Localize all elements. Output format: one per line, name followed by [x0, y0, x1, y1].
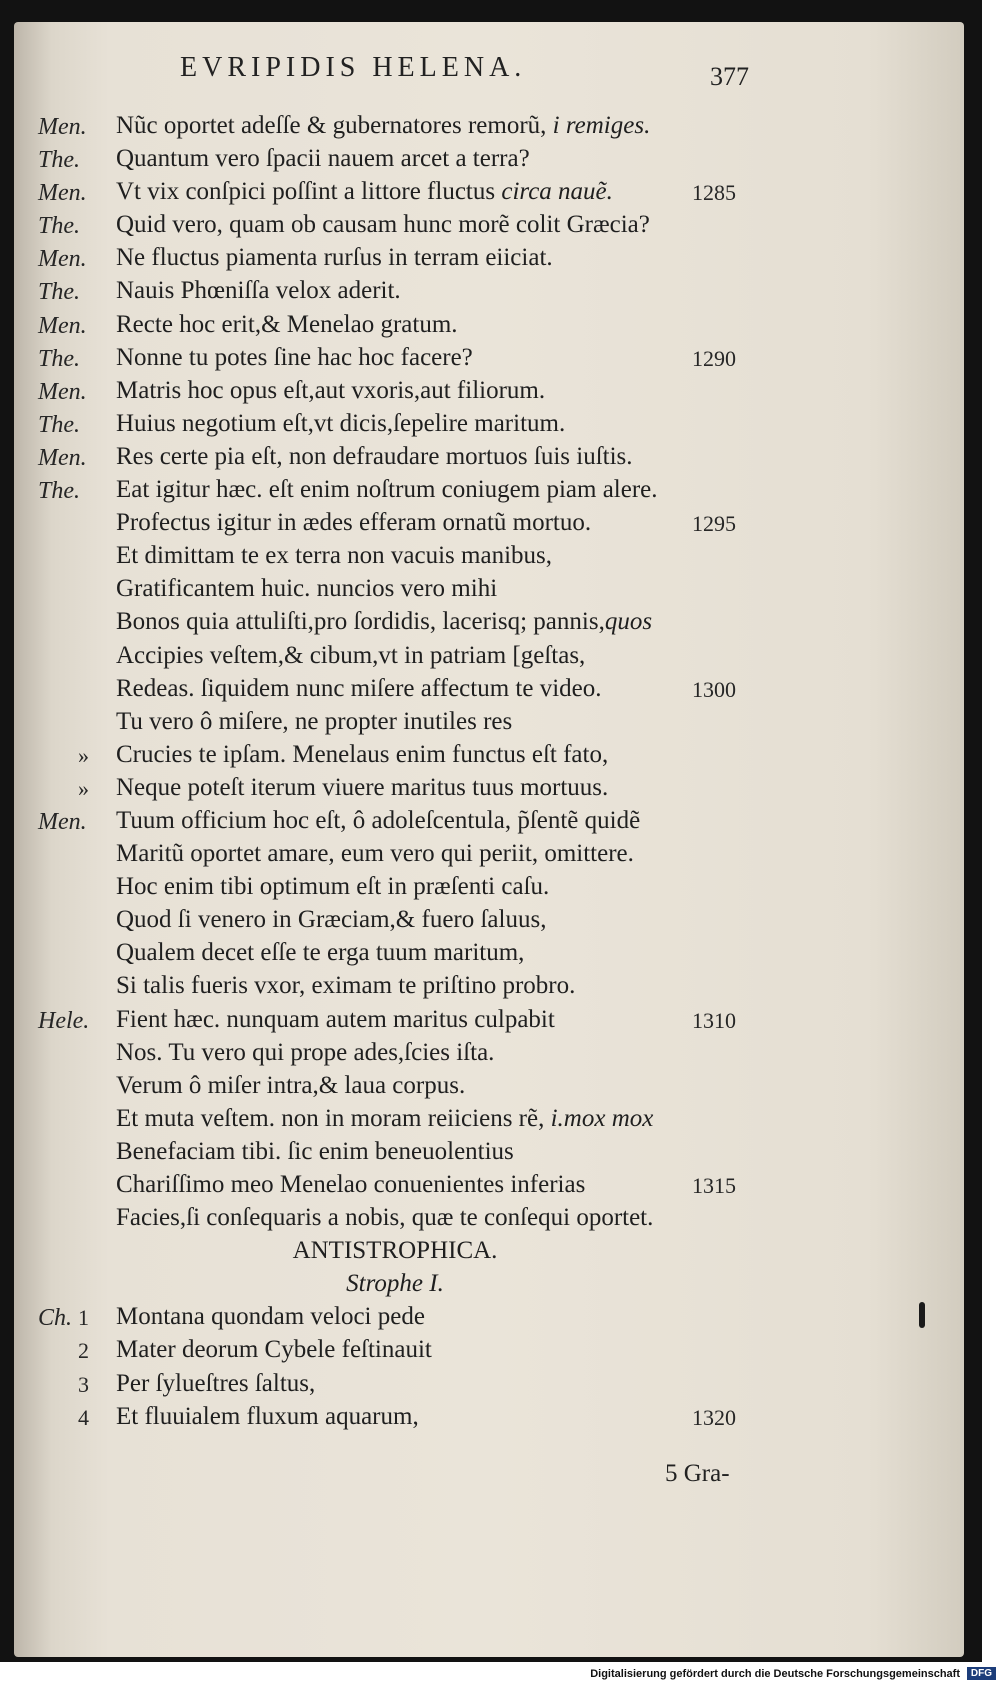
- verse-line: [0, 1136, 790, 1169]
- speaker-label: The.: [38, 411, 80, 438]
- section-heading: [0, 1270, 790, 1298]
- verse-text: [116, 277, 401, 305]
- verse-text: [116, 542, 552, 570]
- verse-text: [116, 410, 565, 438]
- verse-text: [116, 311, 458, 339]
- running-title: EVRIPIDIS HELENA.: [180, 52, 527, 83]
- verse-text: [116, 1138, 514, 1166]
- verse-text-main: Hoc enim tibi optimum eſt in præſenti caſu.: [116, 873, 550, 901]
- verse-text-main: Huius negotium eſt,vt dicis,ſepelire maritum.: [116, 409, 566, 437]
- verse-text-main: Quod ſi venero in Græciam,& fuero ſaluus,: [116, 906, 547, 934]
- verse-line: [0, 342, 790, 375]
- verse-text: [116, 344, 473, 372]
- verse-line: [0, 937, 790, 970]
- speaker-label: The.: [38, 147, 80, 174]
- verse-line: [0, 904, 790, 937]
- verse-line: [0, 507, 790, 540]
- verse-line: [0, 1268, 790, 1301]
- verse-text-main: Facies,ſi conſequaris a nobis, quæ te conſequi oportet.: [116, 1204, 654, 1232]
- verse-text-main: Crucies te ipſam. Menelaus enim functus eſt fato,: [116, 740, 609, 768]
- verse-text: [116, 972, 575, 1000]
- verse-text: [116, 1072, 465, 1100]
- speaker-label: Men.: [38, 312, 87, 339]
- verse-text: [116, 1303, 425, 1331]
- verse-text-main: Profectus igitur in ædes efferam ornatũ mortuo.: [116, 509, 592, 537]
- verse-line: [0, 673, 790, 706]
- verse-line: [0, 309, 790, 342]
- verse-text: [116, 1204, 653, 1232]
- verse-line: [0, 606, 790, 639]
- verse-text: [116, 1403, 419, 1431]
- speaker-label: Ch.: [38, 1305, 73, 1332]
- verse-text: [116, 575, 497, 603]
- verse-line: [0, 1235, 790, 1268]
- line-number: 1315: [692, 1173, 736, 1198]
- line-marker: 4: [78, 1404, 89, 1430]
- line-number: 1290: [692, 345, 736, 371]
- verse-line: [0, 805, 790, 838]
- verse-text: [116, 112, 650, 140]
- verse-text-main: Fient hæc. nunquam autem maritus culpabit: [116, 1005, 555, 1033]
- gloss: circa nauẽ.: [501, 178, 613, 206]
- verse-text-main: Vt vix conſpici poſſint a littore fluctus: [116, 178, 502, 206]
- speaker-label: Men.: [38, 444, 87, 471]
- verse-text-main: Tu vero ô miſere, ne propter inutiles res: [116, 707, 513, 735]
- gloss: i remiges.: [552, 112, 651, 139]
- verse-text-main: Mater deorum Cybele feſtinauit: [116, 1336, 432, 1364]
- verse-text-main: Gratificantem huic. nuncios vero mihi: [116, 575, 498, 603]
- verse-line: [0, 1037, 790, 1070]
- verse-line: [0, 209, 790, 242]
- verse-text: [116, 476, 658, 504]
- speaker-label: The.: [38, 478, 80, 505]
- verse-line: [0, 275, 790, 308]
- verse-text-main: Verum ô miſer intra,& laua corpus.: [116, 1071, 466, 1099]
- speaker-label: Men.: [38, 246, 87, 273]
- verse-line: [0, 871, 790, 904]
- verse-text: [116, 873, 549, 901]
- verse-text: [116, 807, 640, 835]
- verse-text: [116, 774, 608, 802]
- verse-text: [116, 1336, 432, 1364]
- text-block: [0, 110, 790, 1434]
- verse-line: [0, 143, 790, 176]
- verse-text: [116, 443, 633, 471]
- verse-line: [0, 970, 790, 1003]
- verse-line: [0, 1334, 790, 1367]
- verse-text: [116, 145, 530, 173]
- verse-line: [0, 573, 790, 606]
- verse-text-main: Nos. Tu vero qui prope ades,ſcies iſta.: [116, 1038, 495, 1066]
- line-number: 1285: [692, 180, 736, 206]
- verse-text: [116, 1370, 315, 1398]
- speaker-label: Men.: [38, 378, 87, 405]
- line-marker: 3: [78, 1371, 89, 1397]
- verse-text-main: ANTISTROPHICA.: [292, 1237, 498, 1265]
- verse-line: [0, 110, 790, 143]
- verse-text: [116, 1171, 585, 1199]
- verse-line: [0, 1401, 790, 1434]
- verse-text: [116, 642, 585, 670]
- section-heading: [0, 1237, 790, 1265]
- verse-text: [116, 708, 512, 736]
- verse-line: [0, 1202, 790, 1235]
- verse-text-main: Chariſſimo meo Menelao conuenientes inferias: [116, 1171, 586, 1198]
- speaker-label: The.: [38, 279, 80, 306]
- verse-line: [0, 1070, 790, 1103]
- verse-line: [0, 474, 790, 507]
- verse-line: [0, 706, 790, 739]
- verse-text: [116, 608, 652, 636]
- ink-mark: [919, 1302, 925, 1328]
- verse-text-main: Benefaciam tibi. ſic enim beneuolentius: [116, 1137, 514, 1165]
- verse-text: [116, 244, 553, 272]
- verse-text-main: Neque poteſt iterum viuere maritus tuus mortuus.: [116, 773, 609, 801]
- verse-line: [0, 242, 790, 275]
- digitization-credit: Digitalisierung gefördert durch die Deutsche Forschungsgemeinschaft: [590, 1668, 960, 1680]
- verse-line: [0, 408, 790, 441]
- verse-text: [116, 1105, 653, 1133]
- verse-text-main: Et dimittam te ex terra non vacuis manibus,: [116, 542, 552, 570]
- verse-text-main: Recte hoc erit,& Menelao gratum.: [116, 310, 458, 338]
- verse-text-main: Qualem decet eſſe te erga tuum maritum,: [116, 939, 525, 967]
- verse-text-main: Redeas. ſiquidem nunc miſere affectum te video.: [116, 674, 602, 702]
- verse-text: [116, 211, 650, 239]
- verse-line: [0, 1103, 790, 1136]
- verse-text-main: Et muta veſtem. non in moram reiiciens rẽ,: [116, 1104, 551, 1132]
- verse-text-main: Ne fluctus piamenta rurſus in terram eiiciat.: [116, 244, 553, 272]
- verse-line: [0, 739, 790, 772]
- line-number: 1320: [692, 1404, 736, 1430]
- speaker-label: The.: [38, 345, 80, 372]
- speaker-label: The.: [38, 213, 80, 240]
- verse-text: [116, 939, 524, 967]
- line-number: 1300: [692, 676, 736, 702]
- verse-text: [116, 178, 613, 206]
- verse-text-main: Nũc oportet adeſſe & gubernatores remorũ,: [116, 112, 553, 139]
- gloss: i.mox mox: [550, 1104, 654, 1132]
- verse-text: [116, 675, 602, 703]
- verse-line: [0, 1169, 790, 1202]
- verse-text-main: Maritũ oportet amare, eum vero qui periit, omittere.: [116, 840, 634, 868]
- speaker-label: Hele.: [38, 1007, 90, 1034]
- verse-line: [0, 375, 790, 408]
- verse-text-main: Montana quondam veloci pede: [116, 1303, 425, 1331]
- verse-text-main: Matris hoc opus eſt,aut vxoris,aut filiorum.: [116, 376, 546, 404]
- verse-text-main: Accipies veſtem,& cibum,vt in patriam [geſtas,: [116, 641, 586, 669]
- verse-text-main: Eat igitur hæc. eſt enim noſtrum coniugem piam alere.: [116, 476, 658, 504]
- verse-text-main: Quantum vero ſpacii nauem arcet a terra?: [116, 145, 530, 173]
- line-marker: »: [78, 742, 89, 768]
- verse-text: [116, 840, 634, 868]
- verse-text: [116, 1006, 555, 1034]
- dfg-logo: DFG: [967, 1667, 996, 1680]
- verse-line: [0, 176, 790, 209]
- verse-line: [0, 838, 790, 871]
- verse-text-main: Quid vero, quam ob causam hunc morẽ colit Græcia?: [116, 211, 650, 239]
- verse-text: [116, 377, 545, 405]
- line-marker: 2: [78, 1338, 89, 1364]
- verse-text-main: Bonos quia attuliſti,pro ſordidis, lacerisq; pannis,: [116, 608, 605, 636]
- verse-text: [116, 906, 546, 934]
- gloss: quos: [604, 608, 653, 636]
- verse-line: [0, 540, 790, 573]
- verse-line: [0, 1368, 790, 1401]
- speaker-label: Men.: [38, 114, 87, 140]
- verse-text: [116, 741, 608, 769]
- verse-line: [0, 441, 790, 474]
- speaker-label: Men.: [38, 180, 87, 207]
- verse-text-main: Per ſylueſtres ſaltus,: [116, 1369, 316, 1397]
- verse-text-main: Et fluuialem fluxum aquarum,: [116, 1402, 419, 1430]
- verse-text: [116, 1039, 494, 1067]
- verse-text-main: Strophe I.: [346, 1270, 444, 1298]
- page-number: 377: [710, 62, 749, 91]
- verse-line: [0, 1301, 790, 1334]
- verse-line: [0, 772, 790, 805]
- line-marker: »: [78, 775, 89, 801]
- line-marker: 1: [78, 1305, 89, 1331]
- verse-text-main: Nauis Phœniſſa velox aderit.: [116, 277, 401, 305]
- speaker-label: Men.: [38, 808, 87, 835]
- verse-text: [116, 509, 591, 537]
- catchword: 5 Gra-: [665, 1460, 730, 1487]
- verse-text-main: Nonne tu potes ſine hac hoc facere?: [116, 343, 473, 371]
- verse-text-main: Res certe pia eſt, non defraudare mortuos ſuis iuſtis.: [116, 442, 633, 470]
- verse-text-main: Tuum officium hoc eſt, ô adoleſcentula, p̃ſentẽ quidẽ: [116, 806, 641, 834]
- verse-line: [0, 1004, 790, 1037]
- line-number: 1295: [692, 511, 736, 537]
- line-number: 1310: [692, 1007, 736, 1033]
- verse-line: [0, 640, 790, 673]
- verse-text-main: Si talis fueris vxor, eximam te priſtino probro.: [116, 972, 576, 1000]
